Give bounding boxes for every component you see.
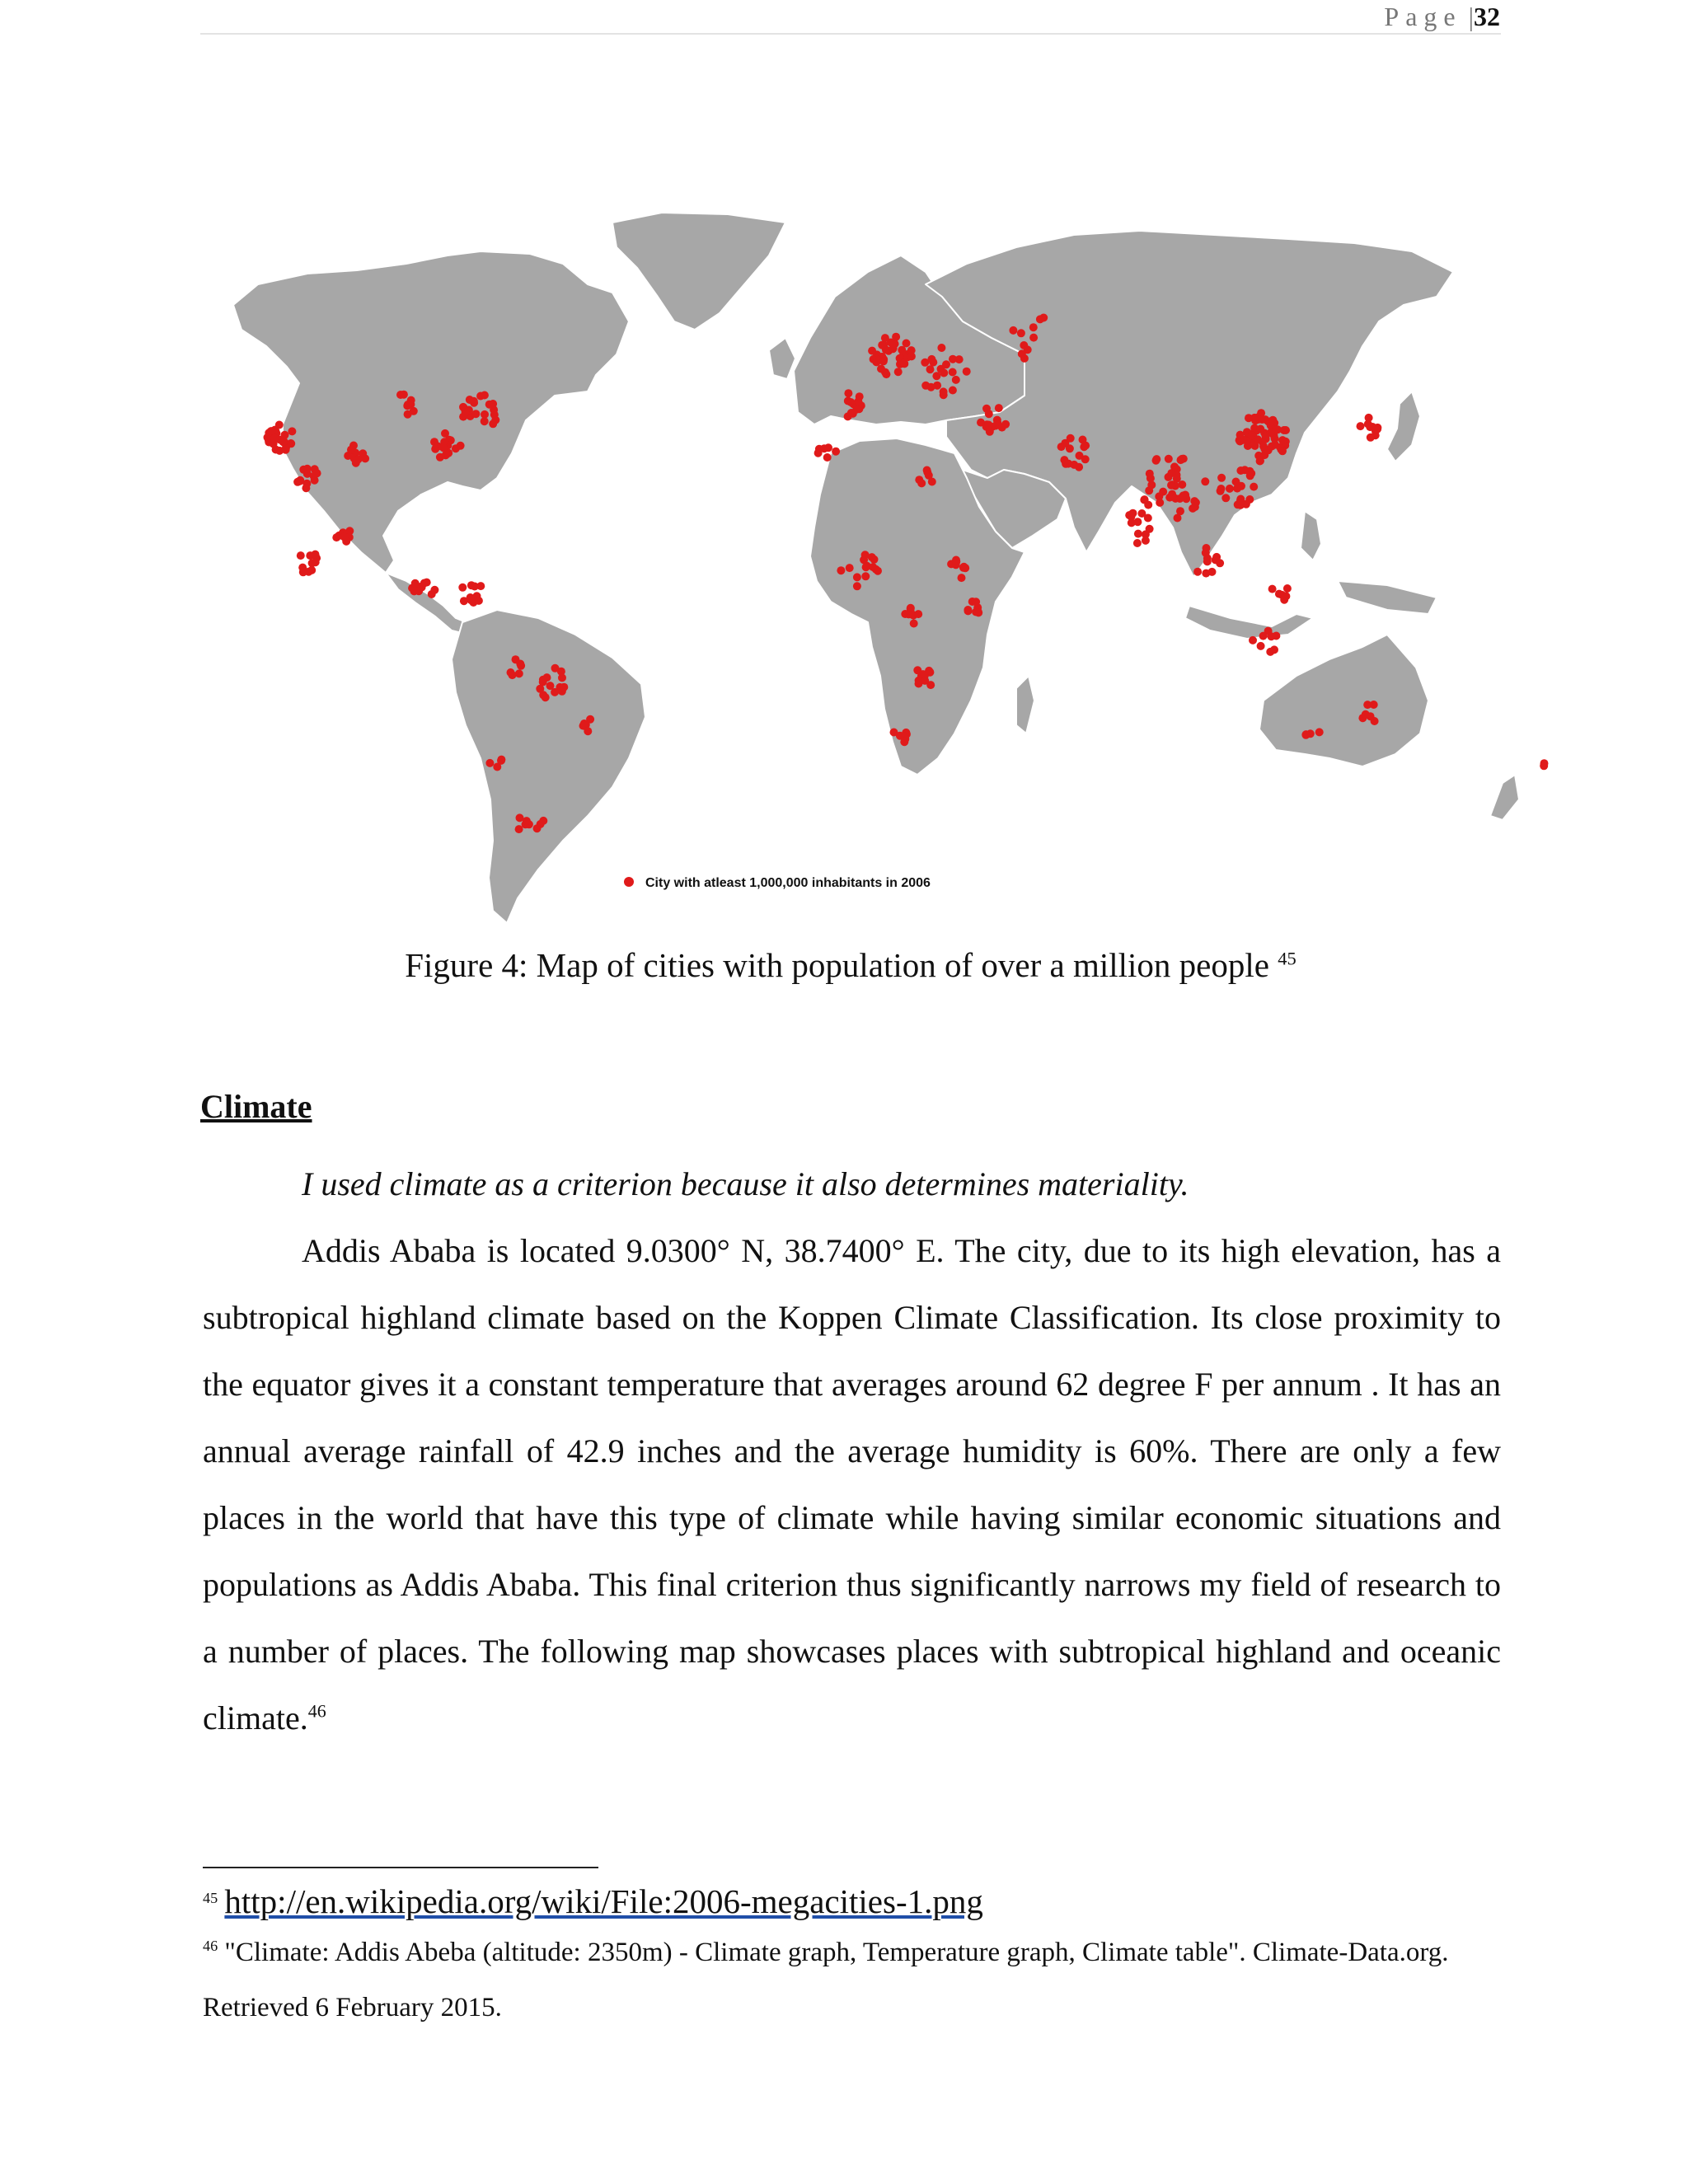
city-dot xyxy=(928,478,936,486)
footnote-number: 46 xyxy=(203,1938,218,1954)
caption-footnote-ref: 45 xyxy=(1278,948,1296,969)
footnote-rule xyxy=(203,1867,598,1868)
city-dot xyxy=(1245,414,1253,422)
city-dot xyxy=(1075,463,1083,471)
city-dot xyxy=(1365,414,1373,422)
city-dot xyxy=(1278,436,1287,444)
city-dot xyxy=(1268,416,1277,424)
city-dot xyxy=(281,431,289,439)
city-dot xyxy=(1540,759,1549,767)
city-dot xyxy=(889,344,898,353)
land-philippines xyxy=(1301,511,1321,560)
city-dot xyxy=(1259,443,1268,451)
city-dot xyxy=(347,446,355,454)
city-dot xyxy=(1009,326,1017,335)
land-madagascar xyxy=(1016,676,1034,733)
city-dot xyxy=(1278,591,1286,599)
city-dot xyxy=(926,365,935,373)
city-dot xyxy=(1017,329,1025,337)
city-dot xyxy=(862,563,870,571)
city-dot xyxy=(302,484,310,492)
city-dot xyxy=(1062,460,1070,468)
city-dot xyxy=(279,438,288,446)
footnote-number: 45 xyxy=(203,1890,218,1906)
city-dot xyxy=(940,387,948,396)
footnote-46 xyxy=(203,1925,1501,2036)
city-dot xyxy=(844,389,852,397)
city-dot xyxy=(533,824,542,832)
city-dot xyxy=(1076,452,1084,460)
city-dot xyxy=(974,608,982,616)
city-dot xyxy=(1221,494,1230,502)
land-uk xyxy=(769,338,795,379)
city-dot xyxy=(1081,442,1090,450)
city-dot xyxy=(297,551,305,560)
city-dot xyxy=(489,419,497,428)
city-dot xyxy=(1029,334,1038,342)
city-dot xyxy=(927,383,935,391)
city-dot xyxy=(275,421,284,429)
city-dot xyxy=(584,727,592,735)
city-dot xyxy=(458,583,467,592)
city-dot xyxy=(949,355,957,363)
city-dot xyxy=(471,410,480,418)
city-dot xyxy=(490,405,498,414)
city-dot xyxy=(963,368,971,376)
city-dot xyxy=(1373,424,1381,432)
city-dot xyxy=(420,579,429,588)
city-dot xyxy=(443,450,451,458)
city-dot xyxy=(824,443,832,452)
city-dot xyxy=(1165,455,1173,463)
city-dot xyxy=(415,587,423,595)
city-dot xyxy=(428,590,436,598)
land-new-guinea xyxy=(1338,581,1437,614)
city-dot xyxy=(914,610,922,618)
city-dot xyxy=(1240,436,1248,444)
city-dot xyxy=(1302,730,1311,738)
world-map xyxy=(200,206,1583,948)
city-dot xyxy=(1156,499,1164,507)
city-dot xyxy=(303,465,312,473)
city-dot xyxy=(267,427,275,435)
city-dot xyxy=(1362,710,1370,719)
land-australia xyxy=(1259,635,1428,766)
city-dot xyxy=(1268,585,1277,593)
city-dot xyxy=(517,662,525,670)
city-dot xyxy=(900,738,908,746)
city-dot xyxy=(894,368,903,376)
figure-caption xyxy=(200,944,1501,986)
legend-label: City with atleast 1,000,000 inhabitants in 2006 xyxy=(645,876,931,890)
city-dot xyxy=(481,417,489,425)
city-dot xyxy=(960,563,968,571)
city-dot xyxy=(1357,422,1365,430)
city-dot xyxy=(1018,349,1026,358)
city-dot xyxy=(1226,485,1234,493)
city-dot xyxy=(1236,466,1245,475)
city-dot xyxy=(515,669,523,677)
city-dot xyxy=(352,459,360,467)
city-dot xyxy=(1258,415,1266,424)
city-dot xyxy=(523,817,531,825)
city-dot xyxy=(536,685,544,693)
city-dot xyxy=(457,442,465,450)
city-dot xyxy=(846,564,854,572)
city-dot xyxy=(925,667,933,675)
body-text: Addis Ababa is located 9.0300° N, 38.7400° E. The city, due to its high elevation, has a subtropical highland climate based on the Koppen Climate Classification. Its close proximity to the equator gives it a constant temperature that averages around 62 degree F per annum . It has an annual average rainfall of 42.9 inches and the average humidity is 60%. There are only a few places in the world that have this type of climate while having similar economic situations and populations as Addis Ababa. This final criterion thus significantly narrows my field of research to a number of places. The following map showcases places with subtropical highland and oceanic climate. xyxy=(203,1232,1501,1736)
city-dot xyxy=(1250,483,1258,491)
city-dot xyxy=(1192,499,1200,507)
city-dot xyxy=(1249,636,1257,644)
city-dot xyxy=(1216,559,1224,567)
city-dot xyxy=(1282,426,1290,434)
city-dot xyxy=(1167,481,1175,490)
city-dot xyxy=(507,668,515,677)
city-dot xyxy=(874,567,882,575)
footnote-link[interactable]: http://en.wikipedia.org/wiki/File:2006-megacities-1.png xyxy=(224,1882,983,1920)
city-dot xyxy=(853,582,861,590)
city-dot xyxy=(1232,478,1240,486)
city-dot xyxy=(467,593,475,602)
city-dot xyxy=(1152,457,1160,465)
page-number xyxy=(1384,0,1500,33)
legend-dot-icon xyxy=(624,877,634,887)
city-dot xyxy=(952,376,960,384)
land-north-america xyxy=(233,251,629,573)
city-dot xyxy=(1217,487,1225,495)
city-dot xyxy=(1147,480,1156,489)
city-dot xyxy=(396,391,405,399)
city-dot xyxy=(1256,457,1264,466)
city-dot xyxy=(1177,456,1185,464)
city-dot xyxy=(1133,518,1142,526)
city-dot xyxy=(1057,443,1066,451)
city-dot xyxy=(1170,462,1179,471)
caption-text: Figure 4: Map of cities with population of over a million people xyxy=(405,946,1269,984)
city-dot xyxy=(431,445,439,453)
city-dot xyxy=(852,405,860,414)
city-dot xyxy=(1127,513,1135,521)
city-dot xyxy=(542,693,550,701)
city-dot xyxy=(539,817,547,825)
city-dot xyxy=(1134,530,1142,538)
city-dot xyxy=(1029,323,1038,331)
city-dot xyxy=(847,398,856,406)
page-number-value: 32 xyxy=(1474,2,1500,31)
city-dot xyxy=(497,757,505,765)
city-dot xyxy=(964,606,972,614)
city-dot xyxy=(1193,568,1202,576)
city-dot xyxy=(910,620,918,628)
map-legend xyxy=(624,876,931,890)
city-dot xyxy=(308,559,316,567)
land-south-america xyxy=(452,610,645,923)
city-dot xyxy=(288,427,296,435)
footnote-45 xyxy=(203,1881,1501,1925)
city-dot xyxy=(475,597,483,605)
city-dot xyxy=(998,424,1006,432)
city-dot xyxy=(551,688,559,696)
city-dot xyxy=(287,439,295,448)
city-dot xyxy=(923,466,931,475)
city-dot xyxy=(949,387,957,395)
city-dot xyxy=(551,664,560,673)
city-dot xyxy=(1036,315,1044,323)
city-dot xyxy=(1268,443,1276,451)
city-dot xyxy=(459,403,467,411)
city-dot xyxy=(949,368,957,377)
city-dot xyxy=(558,673,566,682)
city-dot xyxy=(1202,549,1210,557)
city-dot xyxy=(1254,435,1262,443)
city-dot xyxy=(1133,539,1142,547)
city-dot xyxy=(1203,557,1212,565)
world-map-figure xyxy=(200,206,1583,948)
city-dot xyxy=(1137,509,1146,518)
city-dot xyxy=(361,454,369,462)
city-dot xyxy=(471,583,479,591)
city-dot xyxy=(1142,530,1150,538)
city-dot xyxy=(270,434,279,443)
page-separator: | xyxy=(1468,2,1474,31)
city-dot xyxy=(313,469,321,477)
city-dot xyxy=(404,410,412,419)
city-dot xyxy=(958,574,966,582)
city-dot xyxy=(1315,728,1324,736)
city-dot xyxy=(985,410,993,418)
city-dot xyxy=(298,564,307,572)
city-dot xyxy=(868,347,876,355)
city-dot xyxy=(927,355,935,363)
city-dot xyxy=(832,448,840,456)
city-dot xyxy=(1266,648,1274,656)
city-dot xyxy=(853,573,861,581)
city-dot xyxy=(917,479,926,487)
city-dot xyxy=(1363,701,1372,709)
intro-paragraph: I used climate as a criterion because it also determines materiality. xyxy=(302,1165,1189,1202)
city-dot xyxy=(952,557,960,565)
city-dot xyxy=(868,553,876,561)
city-dot xyxy=(340,532,348,541)
page-word: Page xyxy=(1384,2,1462,31)
city-dot xyxy=(441,429,449,438)
city-dot xyxy=(470,399,478,407)
city-dot xyxy=(907,346,916,354)
land-greenland xyxy=(612,213,785,330)
body-paragraph xyxy=(203,1217,1501,1751)
city-dot xyxy=(411,579,420,588)
city-dot xyxy=(1262,432,1270,440)
city-dot xyxy=(972,598,980,606)
city-dot xyxy=(1236,501,1245,509)
city-dot xyxy=(1208,568,1217,576)
city-dot xyxy=(921,677,929,685)
city-dot xyxy=(1217,474,1226,482)
section-heading: Climate xyxy=(200,1088,312,1125)
city-dot xyxy=(932,372,940,380)
city-dot xyxy=(512,655,520,663)
city-dot xyxy=(1267,632,1275,640)
city-dot xyxy=(1283,584,1292,593)
city-dot xyxy=(1176,494,1184,503)
header-rule xyxy=(200,33,1501,35)
city-dot xyxy=(560,683,568,691)
city-dot xyxy=(861,572,870,580)
city-dot xyxy=(898,346,906,354)
city-dot xyxy=(1067,434,1075,443)
footnote-text: "Climate: Addis Abeba (altitude: 2350m) - Climate graph, Temperature graph, Climate table". Climate-Data.org. Retrieved 6 February 2015. xyxy=(203,1938,1449,2022)
city-dot xyxy=(485,759,494,767)
city-dot xyxy=(872,358,880,366)
city-dot xyxy=(1257,642,1265,650)
city-dot xyxy=(985,421,993,429)
city-dot xyxy=(1173,475,1181,483)
city-dot xyxy=(543,673,551,682)
city-dot xyxy=(1140,496,1148,504)
city-dot xyxy=(1367,434,1375,442)
city-dot xyxy=(878,341,886,349)
city-dot xyxy=(312,551,320,559)
city-dot xyxy=(937,344,945,352)
body-footnote-ref: 46 xyxy=(307,1700,326,1722)
land-southeast-asia-islands xyxy=(1185,606,1313,639)
city-dot xyxy=(995,404,1003,412)
city-dot xyxy=(823,453,832,462)
city-dot xyxy=(580,719,588,728)
land-new-zealand xyxy=(1490,775,1519,820)
city-dot xyxy=(937,365,945,373)
city-dot xyxy=(515,825,523,833)
city-dot xyxy=(404,401,412,409)
city-dot xyxy=(1201,477,1209,485)
city-dot xyxy=(856,392,864,401)
city-dot xyxy=(275,447,284,455)
city-dot xyxy=(1146,470,1154,478)
city-dot xyxy=(1174,514,1182,523)
city-dot xyxy=(877,365,885,373)
city-dot xyxy=(1159,488,1167,496)
city-dot xyxy=(1272,425,1280,434)
city-dot xyxy=(1256,425,1264,434)
city-dot xyxy=(890,729,898,737)
city-dot xyxy=(476,392,485,401)
land-japan xyxy=(1387,391,1420,462)
city-dot xyxy=(1278,447,1287,455)
city-dot xyxy=(1259,632,1268,640)
city-dot xyxy=(837,566,845,574)
